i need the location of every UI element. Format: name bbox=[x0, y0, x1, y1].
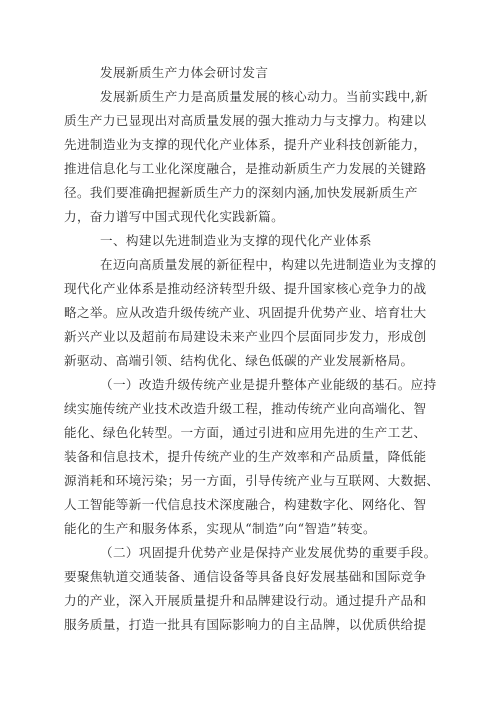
text-line: 略之举。应从改造升级传统产业、巩固提升优势产业、培育壮大 bbox=[64, 305, 427, 320]
text-line: 径。我们要准确把握新质生产力的深刻内涵,加快发展新质生产 bbox=[64, 185, 418, 200]
subsection-line: （二）巩固提升优势产业是保持产业发展优势的重要手段。 bbox=[100, 545, 437, 560]
text-line: 人工智能等新一代信息技术深度融合，构建数字化、网络化、智 bbox=[64, 497, 427, 512]
text-line: 力的产业，深入开展质量提升和品牌建设行动。通过提升产品和 bbox=[64, 593, 427, 608]
text-line: 新兴产业以及超前布局建设未来产业四个层面同步发力，形成创 bbox=[64, 329, 427, 344]
text-line: 力，奋力谱写中国式现代化实践新篇。 bbox=[64, 209, 285, 224]
document-title: 发展新质生产力体会研讨发言 bbox=[100, 65, 269, 80]
text-line: 装备和信息技术，提升传统产业的生产效率和产品质量，降低能 bbox=[64, 449, 427, 464]
text-line: 现代化产业体系是推动经济转型升级、提升国家核心竞争力的战 bbox=[64, 281, 427, 296]
text-line: 发展新质生产力是高质量发展的核心动力。当前实践中,新 bbox=[100, 89, 428, 104]
subsection-line: （一）改造升级传统产业是提升整体产业能级的基石。应持 bbox=[100, 377, 437, 392]
text-line: 在迈向高质量发展的新征程中，构建以先进制造业为支撑的 bbox=[100, 257, 437, 272]
text-line: 先进制造业为支撑的现代化产业体系，提升产业科技创新能力， bbox=[64, 137, 427, 152]
section-heading: 一、构建以先进制造业为支撑的现代化产业体系 bbox=[100, 233, 372, 248]
text-line: 能化、绿色化转型。一方面，通过引进和应用先进的生产工艺、 bbox=[64, 425, 427, 440]
text-line: 能化的生产和服务体系，实现从“制造”向“智造”转变。 bbox=[64, 521, 376, 536]
text-line: 服务质量，打造一批具有国际影响力的自主品牌，以优质供给提 bbox=[64, 617, 427, 632]
text-line: 源消耗和环境污染；另一方面，引导传统产业与互联网、大数据、 bbox=[64, 473, 440, 488]
text-line: 续实施传统产业技术改造升级工程，推动传统产业向高端化、智 bbox=[64, 401, 427, 416]
text-line: 要聚焦轨道交通装备、通信设备等具备良好发展基础和国际竞争 bbox=[64, 569, 427, 584]
text-line: 质生产力已显现出对高质量发展的强大推动力与支撑力。构建以 bbox=[64, 113, 427, 128]
text-line: 新驱动、高端引领、结构优化、绿色低碳的产业发展新格局。 bbox=[64, 353, 414, 368]
text-line: 推进信息化与工业化深度融合，是推动新质生产力发展的关键路 bbox=[64, 161, 427, 176]
